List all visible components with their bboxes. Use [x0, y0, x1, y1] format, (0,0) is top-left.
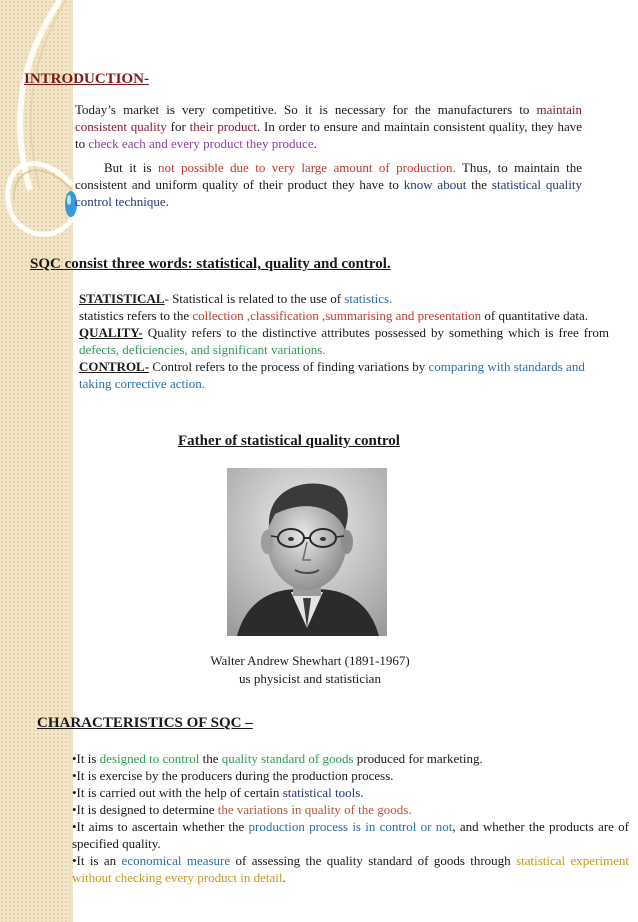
- intro-paragraph-2: [75, 159, 582, 210]
- characteristic-item: [72, 801, 629, 818]
- definition-quality: [79, 324, 609, 358]
- characteristics-heading: CHARACTERISTICS OF SQC –: [37, 715, 253, 731]
- text-run: .: [282, 870, 286, 885]
- sqc-heading: SQC consist three words: statistical, quality and control.: [30, 256, 391, 272]
- text-run: •It aims to ascertain whether the: [72, 819, 249, 834]
- text-run: Control refers to the process of finding variations by: [149, 359, 429, 374]
- definition-statistical: [79, 290, 609, 307]
- text-run: .: [313, 136, 317, 151]
- characteristic-item: [72, 852, 629, 886]
- text-run: . In order to ensure and maintain consistent quality, they have to: [75, 119, 582, 151]
- text-run: •It is exercise by the producers during the production process.: [72, 768, 394, 783]
- term-label: QUALITY-: [79, 325, 143, 340]
- intro-heading: INTRODUCTION-: [24, 71, 150, 87]
- text-run: comparing with standards and taking corrective action.: [79, 359, 585, 391]
- text-run: produced for marketing.: [353, 751, 483, 766]
- characteristic-item: [72, 784, 629, 801]
- definition-statistics-detail: [79, 307, 609, 324]
- portrait-photo-shewhart: [227, 468, 387, 636]
- text-run: statistical experiment without checking every product in detail: [72, 853, 630, 885]
- characteristic-item: [72, 767, 629, 784]
- text-run: .: [360, 785, 364, 800]
- text-run: •It is designed to determine: [72, 802, 218, 817]
- text-run: Quality refers to the distinctive attributes possessed by something which is free from: [142, 325, 609, 340]
- text-run: , and whether the products are of specified quality.: [72, 819, 629, 851]
- text-run: the: [466, 177, 492, 192]
- definition-control: [79, 358, 609, 392]
- text-run: statistical tools: [282, 785, 361, 800]
- father-heading: Father of statistical quality control: [178, 433, 400, 449]
- text-run: designed to control: [99, 751, 200, 766]
- text-run: defects, deficiencies, and significant variations.: [79, 342, 326, 357]
- caption-description: us physicist and statistician: [239, 671, 381, 686]
- text-run: maintain consistent quality: [75, 102, 582, 134]
- text-run: •It is an: [72, 853, 122, 868]
- text-run: - Statistical is related to the use of: [164, 291, 345, 306]
- sqc-definitions: [79, 290, 609, 392]
- characteristic-item: [72, 818, 629, 852]
- text-run: their product: [189, 119, 257, 134]
- text-run: statistical quality control technique: [75, 177, 582, 209]
- text-run: collection ,classification ,summarising and presentation: [192, 308, 482, 323]
- text-run: for: [166, 119, 190, 134]
- intro-paragraph-1: [75, 101, 582, 152]
- text-run: the: [199, 751, 222, 766]
- text-run: not possible due to very large amount of production.: [157, 160, 456, 175]
- characteristics-list: [72, 750, 629, 886]
- text-run: check each and every product they produce: [88, 136, 314, 151]
- text-run: Thus, to maintain the consistent and uniform quality of their product they have to: [75, 160, 582, 192]
- text-run: economical measure: [121, 853, 231, 868]
- text-run: Today’s market is very competitive. So it is necessary for the manufacturers to: [75, 102, 537, 117]
- text-run: •It is carried out with the help of certain: [72, 785, 283, 800]
- text-run: .: [165, 194, 169, 209]
- text-run: of assessing the quality standard of goods through: [230, 853, 517, 868]
- text-run: quality standard of goods: [221, 751, 354, 766]
- text-run: of quantitative data.: [481, 308, 589, 323]
- characteristic-item: [72, 750, 629, 767]
- text-run: But it is: [104, 160, 158, 175]
- text-run: the variations in quality of the goods.: [217, 802, 412, 817]
- text-run: •It is: [72, 751, 100, 766]
- term-label: CONTROL-: [79, 359, 150, 374]
- term-label: STATISTICAL: [79, 291, 165, 306]
- text-run: statistics.: [344, 291, 393, 306]
- text-run: know about: [403, 177, 467, 192]
- portrait-caption: [160, 652, 460, 688]
- caption-name: Walter Andrew Shewhart (1891-1967): [210, 653, 410, 668]
- text-run: production process is in control or not: [248, 819, 453, 834]
- text-run: statistics refers to the: [79, 308, 193, 323]
